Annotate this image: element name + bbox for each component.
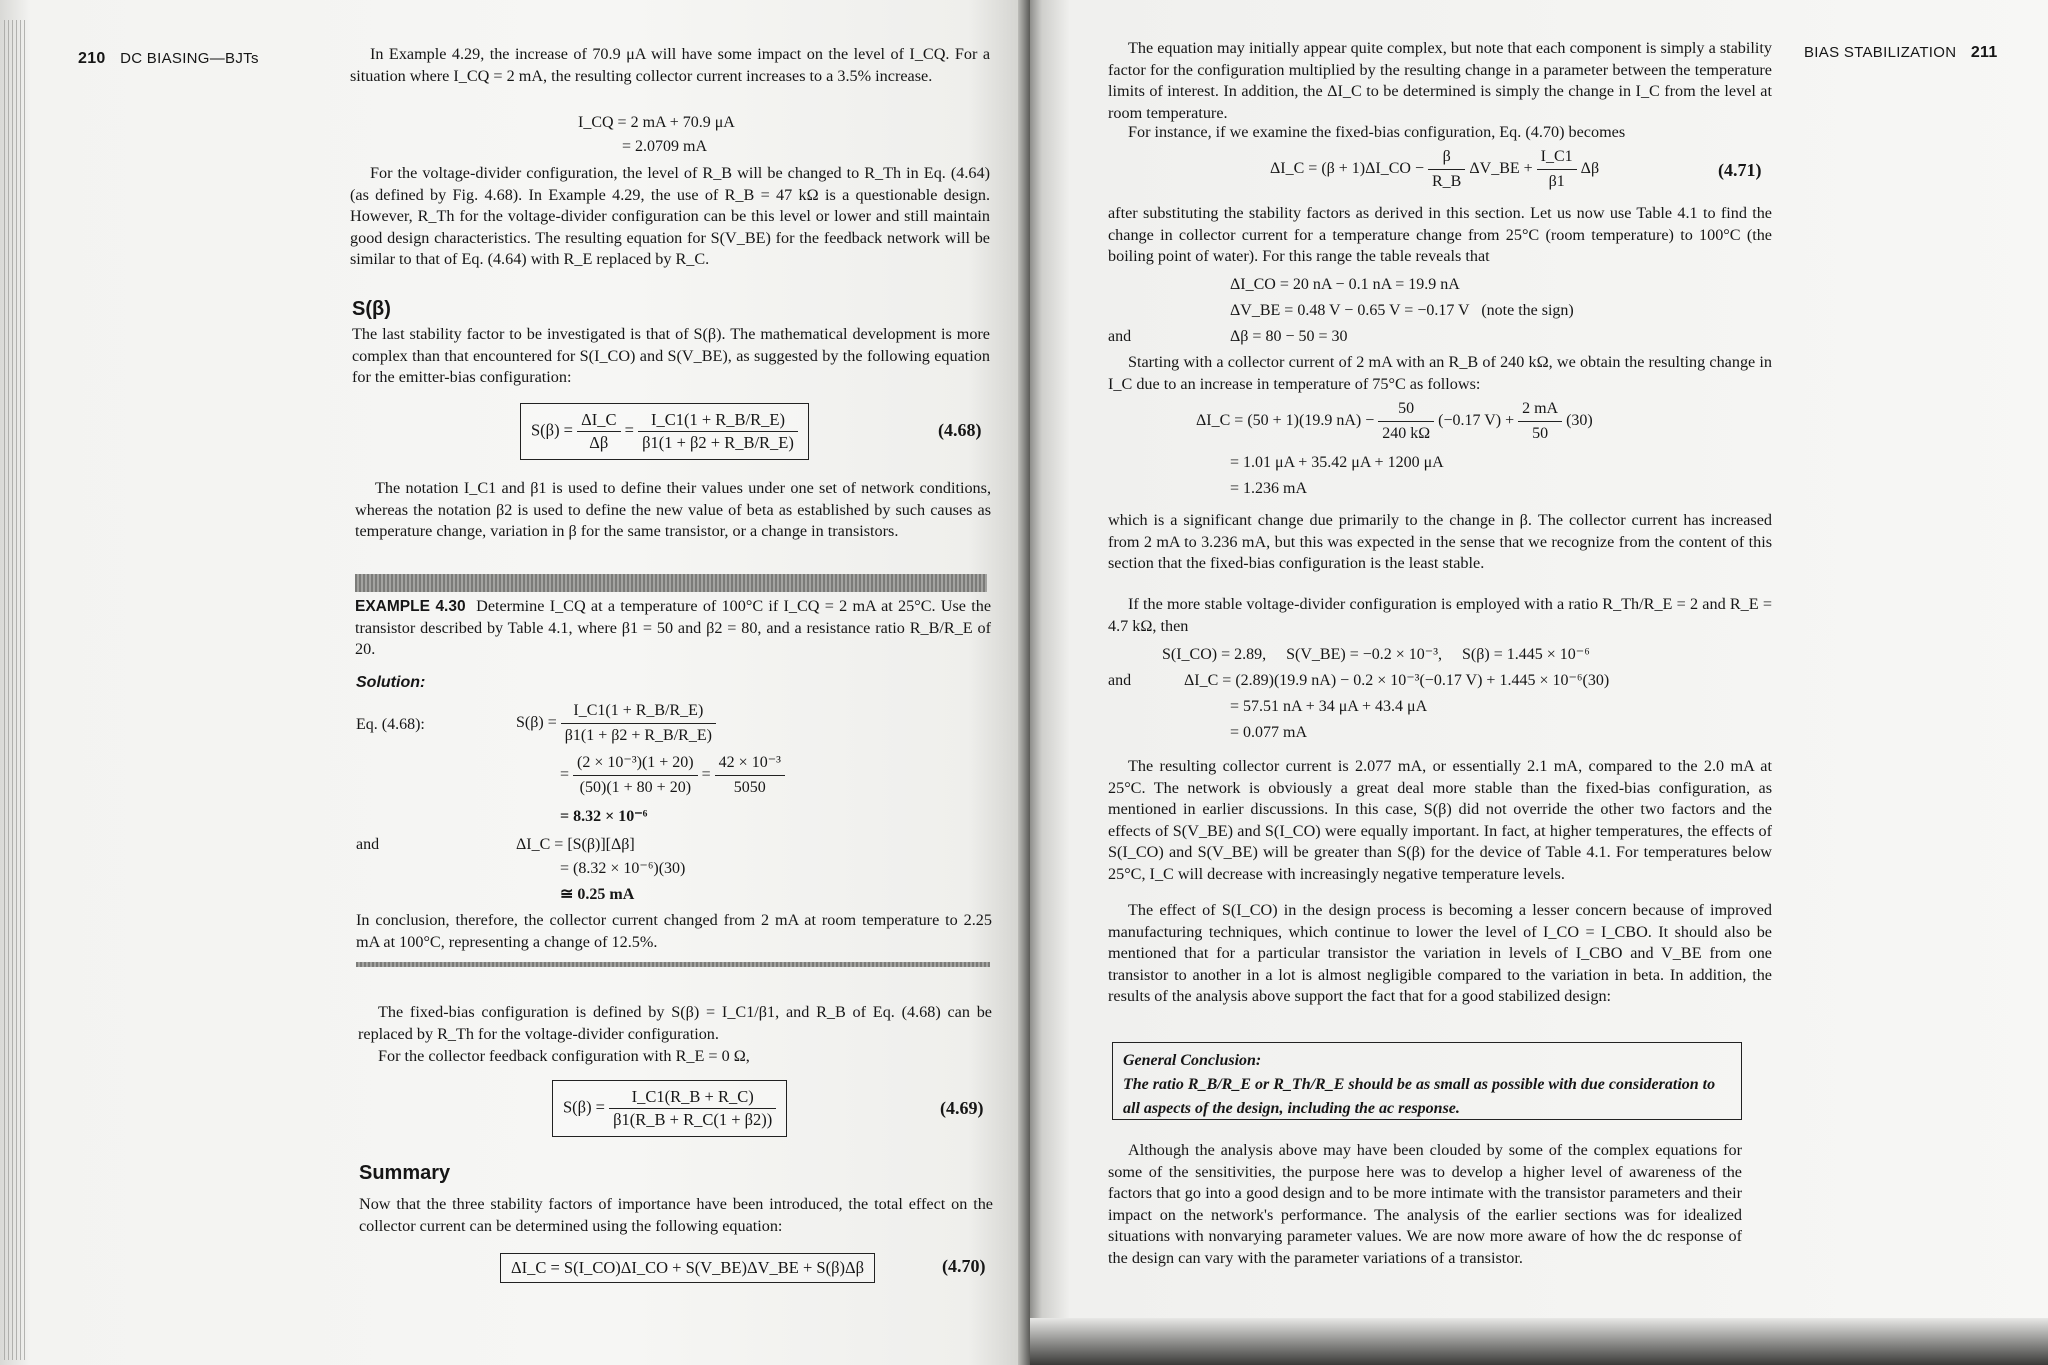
eq471-lhs: ΔI_C = (β + 1)ΔI_CO − (1270, 160, 1424, 178)
eq-number-4-70: (4.70) (942, 1256, 986, 1276)
solution-s-frac (561, 700, 716, 747)
right-running-header (1804, 44, 1998, 62)
example-text: Determine I_CQ at a temperature of 100°C if I_CQ = 2 mA at 25°C. Use the transistor described by Table 4.1, where β1 = 50 and β2 = 80, and a resistance ratio R_B/R_E of 20. (355, 597, 992, 658)
left-running-header (78, 50, 259, 68)
left-para-5: The fixed-bias configuration is defined by S(β) = I_C1/β1, and R_B of Eq. (4.68) can be replaced by R_Th for the voltage-divider configuration. (358, 1003, 992, 1043)
solution-and-label: and (356, 836, 380, 853)
calc-frac1 (1378, 398, 1434, 445)
left-page-number: 210 (78, 50, 106, 67)
calc-voltage-divider-line1: ΔI_C = (2.89)(19.9 nA) − 0.2 × 10⁻³(−0.17 V) + 1.445 × 10⁻⁶(30) (1184, 672, 1610, 689)
example-label: EXAMPLE 4.30 (355, 598, 466, 615)
calc-frac1-num: 50 (1378, 398, 1434, 422)
eq471-mid: ΔV_BE + (1469, 160, 1533, 178)
solution-label: Solution: (356, 674, 426, 691)
eq-icq-line1: I_CQ = 2 mA + 70.9 μA (578, 114, 735, 131)
right-header-title: BIAS STABILIZATION (1804, 44, 1957, 61)
right-and-label-2: and (1108, 672, 1132, 689)
eq471-end: Δβ (1580, 160, 1600, 178)
calc-frac2-num: 2 mA (1518, 398, 1562, 422)
equation-4-68-box (520, 403, 809, 460)
eq471-frac1-den: R_B (1432, 173, 1462, 190)
eq-icq-line2: = 2.0709 mA (622, 138, 708, 155)
eq469-num: I_C1(R_B + R_C) (609, 1087, 776, 1109)
solution-step2b-frac (715, 752, 785, 799)
right-para-2: For instance, if we examine the fixed-bias configuration, Eq. (4.70) becomes (1128, 123, 1626, 141)
right-para-4: Starting with a collector current of 2 mA with an R_B of 240 kΩ, we obtain the resulting change in I_C due to an increase in temperature of 75°C as follows: (1108, 353, 1772, 393)
example-conclusion: In conclusion, therefore, the collector current changed from 2 mA at room temperature to 2.25 mA at 100°C, representing a change of 12.5%. (356, 911, 992, 951)
left-para-1: In Example 4.29, the increase of 70.9 μA will have some impact on the level of I_CQ. For a situation where I_CQ = 2 mA, the resulting collector current increases to a 3.5% increase. (350, 45, 990, 85)
right-page-number: 211 (1970, 44, 1998, 61)
eq471-frac2-den: β1 (1548, 173, 1565, 190)
calc-fixed-bias-line2: = 1.01 μA + 35.42 μA + 1200 μA (1230, 454, 1444, 471)
delta-vbe-line: ΔV_BE = 0.48 V − 0.65 V = −0.17 V (note the sign) (1230, 302, 1574, 319)
page-edge-lines (4, 20, 26, 1360)
solution-dic-line2: = (8.32 × 10⁻⁶)(30) (560, 860, 686, 877)
calc-voltage-divider-line2: = 57.51 nA + 34 μA + 43.4 μA (1230, 698, 1428, 715)
solution-s-frac-den: β1(1 + β2 + R_B/R_E) (564, 727, 712, 744)
solution-s-beta-line2 (560, 752, 785, 799)
left-para-2: For the voltage-divider configuration, the level of R_B will be changed to R_Th in Eq. (4.64) (as defined by Fig. 4.68). In Example 4.29, the use of R_B = 47 kΩ is a questionable design. However, R_Th for the voltage-divider configuration can be this level or lower and still maintain good design characteristics. The resulting equation for S(V_BE) for the feedback network will be similar to that of Eq. (4.64) with R_E replaced by R_C. (350, 164, 990, 268)
solution-step2b-equals: = (701, 766, 711, 784)
eq471-frac1 (1428, 146, 1465, 193)
general-conclusion-title: General Conclusion: (1123, 1052, 1262, 1069)
general-conclusion-body: The ratio R_B/R_E or R_Th/R_E should be as small as possible with due consideration to all aspects of the design, including the ac response. (1123, 1076, 1716, 1117)
delta-ico-line: ΔI_CO = 20 nA − 0.1 nA = 19.9 nA (1230, 276, 1460, 293)
equation-4-70-box: ΔI_C = S(I_CO)ΔI_CO + S(V_BE)ΔV_BE + S(β)Δβ (500, 1253, 875, 1283)
solution-dic-line1: ΔI_C = [S(β)][Δβ] (516, 836, 635, 853)
right-para-7: The resulting collector current is 2.077 mA, or essentially 2.1 mA, compared to the 2.0 mA at 25°C. The network is obviously a great deal more stable than the fixed-bias configuration, as mentioned in earlier discussions. In this case, S(β) did not override the other two factors and the effects of S(V_BE) and S(I_CO) were equally important. In fact, at higher temperatures, the effects of S(I_CO) and S(V_BE) will be greater than S(β) for the device of Table 4.1. For temperatures below 25°C, I_C will decrease with increasingly negative temperature levels. (1108, 757, 1772, 883)
right-and-label-1: and (1108, 328, 1132, 345)
calc-fixed-bias-line1 (1196, 398, 1593, 445)
solution-step2-den: (50)(1 + 80 + 20) (579, 779, 692, 796)
right-para-1: The equation may initially appear quite complex, but note that each component is simply a stability factor for the configuration multiplied by the resulting change in a parameter between the temperature limits of interest. In addition, the ΔI_C to be determined is simply the change in I_C from the level at room temperature. (1108, 39, 1772, 122)
eq-number-4-71: (4.71) (1718, 160, 1762, 180)
calc-frac1-den: 240 kΩ (1382, 425, 1431, 442)
page-bottom-shadow (1030, 1318, 2048, 1365)
eq468-frac2-den: β1(1 + β2 + R_B/R_E) (642, 433, 794, 452)
solution-s-beta-line1 (516, 700, 716, 747)
left-para-7: Now that the three stability factors of importance have been introduced, the total effect on the collector current can be determined using the following equation: (359, 1195, 993, 1235)
right-para-9: Although the analysis above may have been clouded by some of the complex equations for some of the sensitivities, the purpose here was to develop a higher level of awareness of the factors that go into a good design and to be more intimate with the transistor parameters and their impact on the network's performance. The analysis of the earlier sections was for idealized situations with nonvarying parameter values. We are now more aware of how the dc response of the design can vary with the parameter variations of a transistor. (1108, 1141, 1742, 1267)
right-para-8: The effect of S(I_CO) in the design process is becoming a lesser concern because of improved manufacturing techniques, which continue to lower the level of I_CO = I_CBO. It should also be mentioned that for a particular transistor the variation in levels of I_CBO and V_BE from one transistor to another in a lot is almost negligible compared to the variation in beta. In addition, the results of the analysis above support the fact that for a good stabilized design: (1108, 901, 1772, 1005)
eq468-frac2-num: I_C1(1 + R_B/R_E) (638, 410, 798, 432)
eq468-lhs: S(β) = (531, 420, 573, 440)
calc-mid: (−0.17 V) + (1438, 412, 1515, 430)
delta-beta-line: Δβ = 80 − 50 = 30 (1230, 328, 1348, 345)
eq-number-4-68: (4.68) (938, 420, 982, 440)
example-4-30-statement (355, 596, 991, 661)
eq468-frac1 (577, 410, 620, 453)
summary-heading: Summary (359, 1162, 451, 1184)
right-para-3: after substituting the stability factors as derived in this section. Let us now use Table 4.1 to find the change in collector current for a temperature change from 25°C (room temperature) to 100°C (the boiling point of water). For this range the table reveals that (1108, 204, 1772, 265)
calc-end: (30) (1566, 412, 1593, 430)
solution-step2b-num: 42 × 10⁻³ (715, 752, 785, 776)
eq-ref-4-68: Eq. (4.68): (356, 716, 425, 733)
eq468-equals: = (624, 420, 634, 440)
calc-lhs: ΔI_C = (50 + 1)(19.9 nA) − (1196, 412, 1375, 430)
left-para-3: The last stability factor to be investigated is that of S(β). The mathematical development is more complex than that encountered for S(I_CO) and S(V_BE), as suggested by the following equation for the emitter-bias configuration: (352, 325, 990, 386)
eq468-frac1-num: ΔI_C (577, 410, 620, 432)
left-para-6: For the collector feedback configuration with R_E = 0 Ω, (378, 1047, 750, 1065)
example-bottom-bar (356, 962, 990, 967)
general-conclusion-box (1112, 1042, 1742, 1120)
example-top-bar (355, 574, 987, 592)
right-para-6: If the more stable voltage-divider configuration is employed with a ratio R_Th/R_E = 2 and R_E = 4.7 kΩ, then (1108, 595, 1772, 635)
calc-frac2-den: 50 (1532, 425, 1549, 442)
stability-factor-values: S(I_CO) = 2.89, S(V_BE) = −0.2 × 10⁻³, S(β) = 1.445 × 10⁻⁶ (1162, 646, 1590, 663)
equation-4-69-box (552, 1080, 787, 1137)
solution-step2-frac (573, 752, 698, 799)
equation-4-71 (1270, 146, 1599, 193)
solution-step2-num: (2 × 10⁻³)(1 + 20) (573, 752, 698, 776)
solution-s-lhs: S(β) = (516, 714, 557, 732)
calc-voltage-divider-line3: = 0.077 mA (1230, 724, 1308, 741)
eq471-frac1-num: β (1428, 146, 1465, 170)
solution-s-frac-num: I_C1(1 + R_B/R_E) (561, 700, 716, 724)
eq468-frac1-den: Δβ (589, 433, 609, 452)
eq469-den: β1(R_B + R_C(1 + β2)) (613, 1110, 773, 1129)
right-para-5: which is a significant change due primarily to the change in β. The collector current has increased from 2 mA to 3.236 mA, but this was expected in the sense that we recognize from the content of this section that the fixed-bias configuration is the least stable. (1108, 511, 1772, 572)
solution-s-beta-result: = 8.32 × 10⁻⁶ (560, 808, 648, 825)
eq-number-4-69: (4.69) (940, 1098, 984, 1118)
eq469-frac (609, 1087, 776, 1130)
section-heading-s-beta: S(β) (352, 298, 391, 320)
solution-step2-equals: = (560, 766, 570, 784)
eq471-frac2-num: I_C1 (1537, 146, 1577, 170)
left-header-title: DC BIASING—BJTs (120, 50, 259, 67)
eq468-frac2 (638, 410, 798, 453)
eq471-frac2 (1537, 146, 1577, 193)
calc-frac2 (1518, 398, 1562, 445)
solution-step2b-den: 5050 (733, 779, 766, 796)
solution-dic-result: ≅ 0.25 mA (560, 886, 635, 903)
eq469-lhs: S(β) = (563, 1097, 605, 1117)
calc-fixed-bias-line3: = 1.236 mA (1230, 480, 1308, 497)
left-para-4: The notation I_C1 and β1 is used to define their values under one set of network conditions, whereas the notation β2 is used to define the new value of beta as established by such causes as temperature change, variation in β for the same transistor, or a change in transistors. (355, 479, 991, 540)
